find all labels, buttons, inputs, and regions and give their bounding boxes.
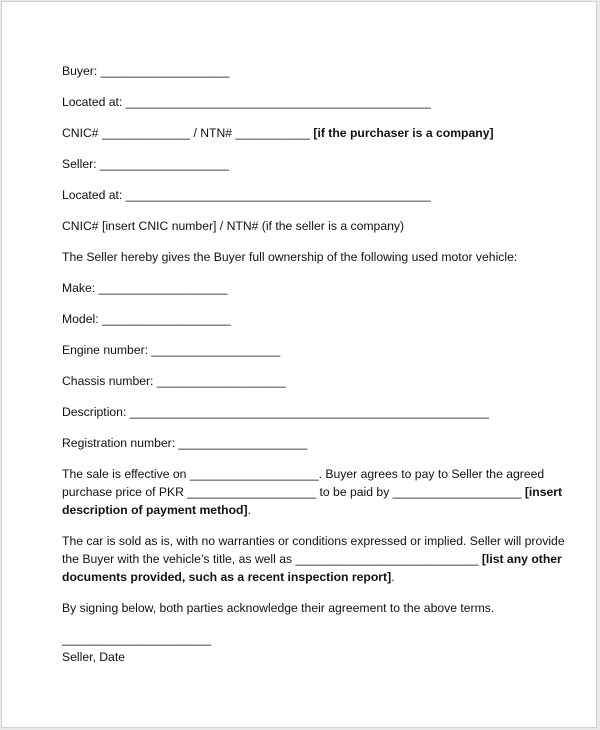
document-page [1, 1, 597, 728]
sale-terms-line-1: The sale is effective on ___________________. Buyer agrees to pay to Seller the agreed [62, 467, 545, 481]
seller-location-field: Located at: _____________________________________________ [62, 188, 431, 202]
registration-number-field: Registration number: ___________________ [62, 436, 308, 450]
bill-of-sale-body [62, 62, 565, 666]
as-is-line-2-text: the Buyer with the vehicle’s title, as well as ___________________________ [62, 552, 482, 566]
sale-terms-line-3-end: . [247, 503, 251, 517]
as-is-line-3 [62, 568, 562, 586]
sale-terms-line-2-text: purchase price of PKR ___________________ to be paid by ___________________ [62, 485, 525, 499]
buyer-field: Buyer: ___________________ [62, 64, 230, 78]
make-field: Make: ___________________ [62, 281, 228, 295]
buyer-cnic-field [62, 124, 562, 142]
sale-terms-line-2-bold: [insert [524, 485, 563, 499]
buyer-cnic-text: CNIC# _____________ / NTN# ___________ [62, 126, 314, 140]
as-is-line-2-bold: [list any other [481, 552, 562, 566]
chassis-number-field: Chassis number: ___________________ [62, 374, 286, 388]
seller-field: Seller: ___________________ [62, 157, 229, 171]
engine-number-field: Engine number: ___________________ [62, 343, 281, 357]
signature-label: Seller, Date [62, 650, 126, 664]
buyer-location-field: Located at: _____________________________________________ [62, 95, 431, 109]
as-is-line-1: The car is sold as is, with no warranties or conditions expressed or implied. Seller will provide [62, 534, 565, 548]
seller-cnic-field: CNIC# [insert CNIC number] / NTN# (if the seller is a company) [62, 219, 405, 233]
sale-terms-line-3 [62, 501, 562, 519]
sale-terms-line-3-bold: description of payment method] [62, 503, 248, 517]
acknowledgement-text: By signing below, both parties acknowledge their agreement to the above terms. [62, 601, 495, 615]
as-is-line-2 [62, 550, 562, 568]
model-field: Model: ___________________ [62, 312, 231, 326]
description-field: Description: _____________________________________________________ [62, 405, 489, 419]
sale-terms-paragraph [62, 465, 562, 519]
ownership-statement: The Seller hereby gives the Buyer full ownership of the following used motor vehicle: [62, 250, 518, 264]
as-is-line-3-end: . [391, 570, 395, 584]
signature-line: ______________________ [62, 632, 212, 646]
as-is-line-3-bold: documents provided, such as a recent inspection report] [62, 570, 392, 584]
buyer-cnic-note: [if the purchaser is a company] [313, 126, 494, 140]
as-is-paragraph [62, 532, 565, 586]
sale-terms-line-2 [62, 483, 562, 501]
